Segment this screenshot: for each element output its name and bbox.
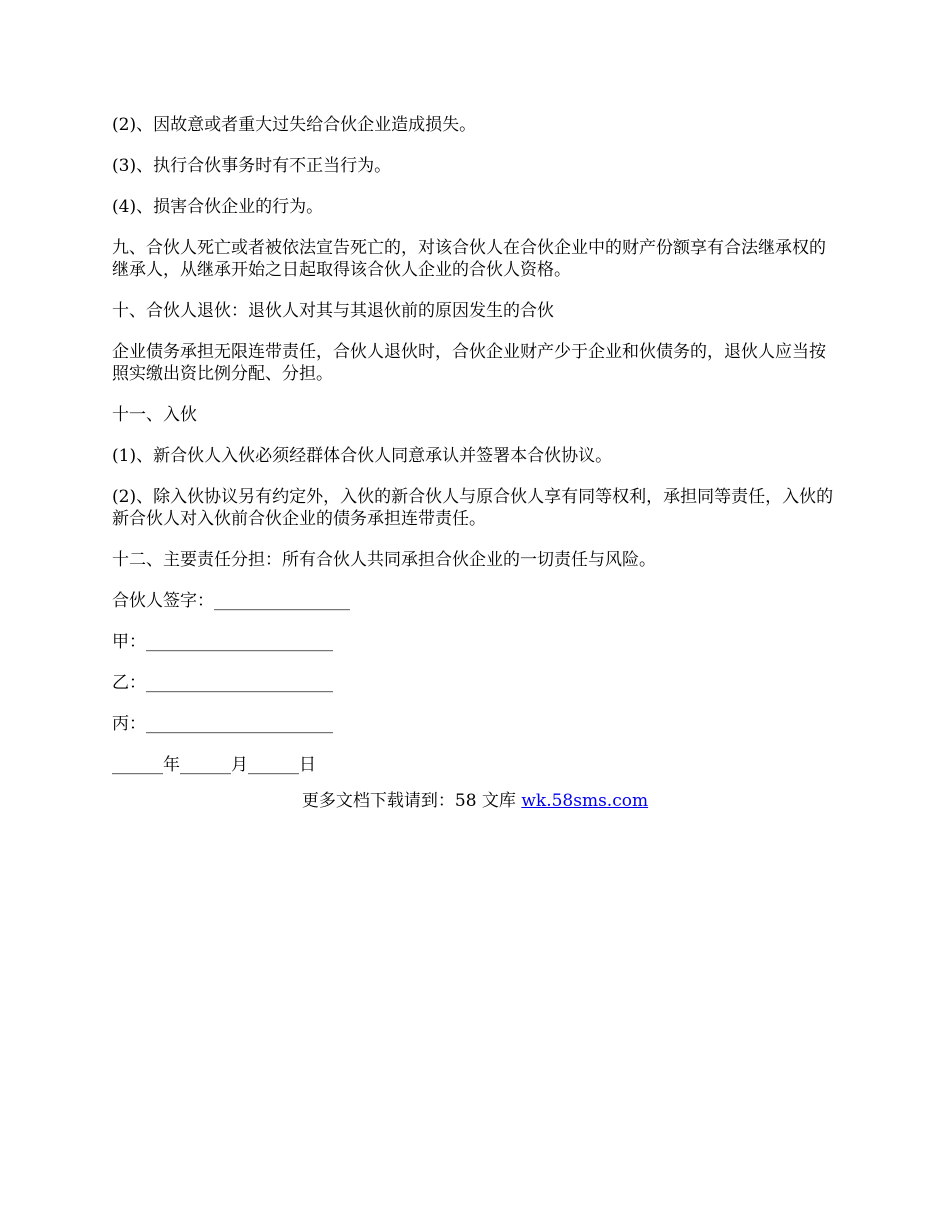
clause-paragraph: 十二、主要责任分担：所有合伙人共同承担合伙企业的一切责任与风险。 — [112, 550, 656, 570]
party-c-signature-line: 丙：______________________ — [112, 714, 333, 734]
clause-paragraph: 企业债务承担无限连带责任，合伙人退伙时，合伙企业财产少于企业和伙债务的，退伙人应当按照实缴出资比例分配、分担。 — [112, 342, 826, 384]
date-line: ______年______月______日 — [112, 755, 316, 775]
clause-paragraph: (1)、新合伙人入伙必须经群体合伙人同意承认并签署本合伙协议。 — [112, 446, 613, 466]
clause-paragraph: (2)、除入伙协议另有约定外，入伙的新合伙人与原合伙人享有同等权利，承担同等责任，入伙的新合伙人对入伙前合伙企业的债务承担连带责任。 — [112, 487, 834, 529]
clause-paragraph: (3)、执行合伙事务时有不正当行为。 — [112, 156, 392, 176]
document-body — [112, 114, 842, 795]
clause-paragraph: 九、合伙人死亡或者被依法宣告死亡的，对该合伙人在合伙企业中的财产份额享有合法继承权的继承人，从继承开始之日起取得该合伙人企业的合伙人资格。 — [112, 238, 826, 280]
clause-heading: 十一、入伙 — [112, 405, 197, 425]
clause-paragraph: (2)、因故意或者重大过失给合伙企业造成损失。 — [112, 115, 477, 135]
footer-link[interactable]: wk.58sms.com — [521, 791, 649, 811]
clause-paragraph: (4)、损害合伙企业的行为。 — [112, 197, 324, 217]
clause-paragraph: 十、合伙人退伙：退伙人对其与其退伙前的原因发生的合伙 — [112, 301, 554, 321]
partner-signature-line: 合伙人签字：________________ — [112, 591, 350, 611]
party-b-signature-line: 乙：______________________ — [112, 673, 333, 693]
party-a-signature-line: 甲：______________________ — [112, 632, 333, 652]
footer-text: 更多文档下载请到：58 文库 — [301, 791, 522, 811]
footer — [0, 790, 950, 812]
